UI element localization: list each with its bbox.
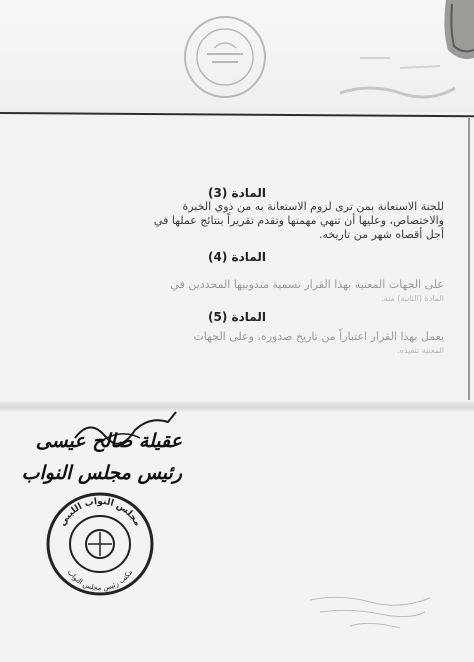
article-3-line-1: للجنة الاستعانة بمن ترى لزوم الاستعانة به من ذوي الخبرة: [182, 200, 444, 213]
article-4-heading: المادة (4): [208, 250, 266, 264]
article-5-text: [24, 330, 444, 358]
article-3-heading: المادة (3): [208, 186, 266, 200]
article-3-line-2: والاختصاص، وعليها أن تنهي مهمتها وتقدم تقريراً بنتائج عملها في: [153, 214, 444, 227]
article-4-line-1: على الجهات المعنية بهذا القرار تسمية مندوبيها المحددين في: [170, 278, 444, 291]
article-3-line-3: أجل أقصاه شهر من تاريخه.: [318, 228, 444, 241]
article-5-line-1: يعمل بهذا القرار اعتباراً من تاريخ صدوره، وعلى الجهات: [193, 330, 444, 343]
official-seal-icon: [44, 490, 156, 598]
seal-bottom-text: مكتب رئيس مجلس النواب: [65, 568, 135, 593]
article-5-heading: المادة (5): [208, 310, 266, 324]
faint-handwritten-notes: [290, 590, 440, 640]
paper-top-edge: [0, 112, 474, 117]
article-4-line-2: المادة (الثانية) منه.: [381, 294, 444, 303]
article-3-text: [24, 200, 444, 242]
corner-stain: [440, 0, 474, 62]
top-seal-icon: [182, 14, 268, 100]
seal-top-text: مجلس النواب الليبي: [57, 496, 143, 529]
article-5-line-2: المعنية تنفيذه.: [397, 346, 444, 355]
article-4-text: [24, 278, 444, 306]
signatory-name: عقيلة صالح عيسى: [35, 430, 182, 452]
signatory-title: رئيس مجلس النواب: [21, 462, 182, 484]
